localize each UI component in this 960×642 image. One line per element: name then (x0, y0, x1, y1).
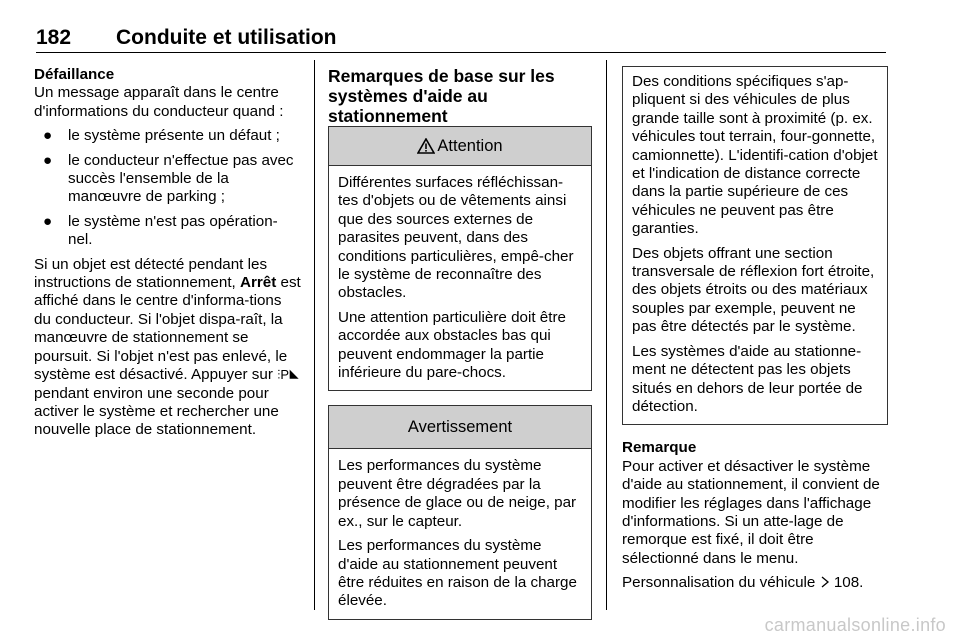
section-heading-remarques: Remarques de base sur les systèmes d'aide au stationnement (328, 66, 555, 126)
cross-reference[interactable]: Personnalisation du véhicule 108. (622, 574, 864, 592)
box-paragraph: Des objets offrant une section transversale de réflexion fort étroite, des objets étroits ou des matériaux souples par exemple, peuvent ne pas être détectés par le système. (632, 244, 875, 336)
paragraph-object-detected: Si un objet est détecté pendant les instructions de stationnement, Arrêt est affiché dans le centre d'informa-tions du conducteur. Si l'objet dispa-raît, la manœuvre de stationnement se poursuit. Si l'objet n'est pas enlevé, le système est désactivé. Appuyer sur ⫶P◣ pendant environ une seconde pour activer le système et rechercher une nouvelle place de stationnement. (34, 255, 301, 439)
section-heading-defaillance: Défaillance (34, 66, 115, 83)
list-item: ● le système n'est pas opération-nel. (43, 212, 278, 249)
box-paragraph: Des conditions spécifiques s'ap-pliquent si des véhicules de plus grande taille sont à proximité (p. ex. véhicules tout terrain, four-gonnette, camionnette). L'identifi-cation d'objet et l'indication de distance correcte dans la partie supérieure de ces véhicules ne peuvent pas être garanties. (632, 73, 878, 238)
bullet-icon: ● (43, 127, 53, 145)
page-title: Conduite et utilisation (116, 26, 337, 49)
warning-header (329, 406, 591, 449)
warning-triangle-icon (417, 138, 435, 154)
page-reference-arrow-icon (820, 575, 830, 589)
bullet-icon: ● (43, 151, 53, 169)
intro-text: Un message apparaît dans le centre d'informations du conducteur quand : (34, 84, 284, 120)
stop-label: Arrêt (240, 274, 277, 292)
attention-box-continued (622, 66, 888, 425)
warning-paragraph: Les performances du système peuvent être dégradées par la présence de glace ou de neige, par ex., sur le capteur. (338, 457, 577, 530)
page-number: 182 (36, 26, 72, 49)
bullet-list (34, 127, 302, 249)
column-middle (328, 66, 592, 634)
list-item: ● le conducteur n'effectue pas avec succès l'ensemble de la manœuvre de parking ; (43, 151, 294, 206)
remark-text: Pour activer et désactiver le système d'aide au stationnement, il convient de modifier les réglages dans l'affichage d'informations. Si un atte-lage de remorque est fixé, il doit être sélectionné dans le menu. (622, 457, 880, 567)
attention-paragraph: Une attention particulière doit être accordée aux obstacles bas qui peuvent endommager la partie inférieure du pare-chocs. (338, 308, 566, 382)
attention-box (328, 126, 592, 391)
page-header (36, 24, 886, 53)
attention-title: Attention (437, 136, 503, 155)
attention-header (329, 127, 591, 166)
warning-box (328, 405, 592, 619)
bullet-icon: ● (43, 212, 53, 230)
warning-title: Avertissement (407, 418, 513, 437)
column-divider-1 (314, 60, 315, 610)
column-divider-2 (606, 60, 607, 610)
column-left (34, 66, 302, 440)
attention-paragraph: Différentes surfaces réfléchissan-tes d'objets ou de vêtements ainsi que des sources externes de parasites peuvent, dans des conditions particulières, empê-cher le système de reconnaître des obstacles. (338, 174, 574, 302)
park-assist-button-icon: ⫶P◣ (277, 367, 300, 383)
column-right (622, 66, 888, 593)
list-item: ● le système présente un défaut ; (43, 127, 280, 145)
remark-heading: Remarque (622, 439, 697, 457)
warning-paragraph: Les performances du système d'aide au stationnement peuvent être réduites en raison de la charge élevée. (338, 537, 577, 610)
watermark: carmanualsonline.info (764, 615, 946, 635)
box-paragraph: Les systèmes d'aide au stationne-ment ne détectent pas les objets situés en dehors de leur portée de détection. (632, 342, 863, 415)
